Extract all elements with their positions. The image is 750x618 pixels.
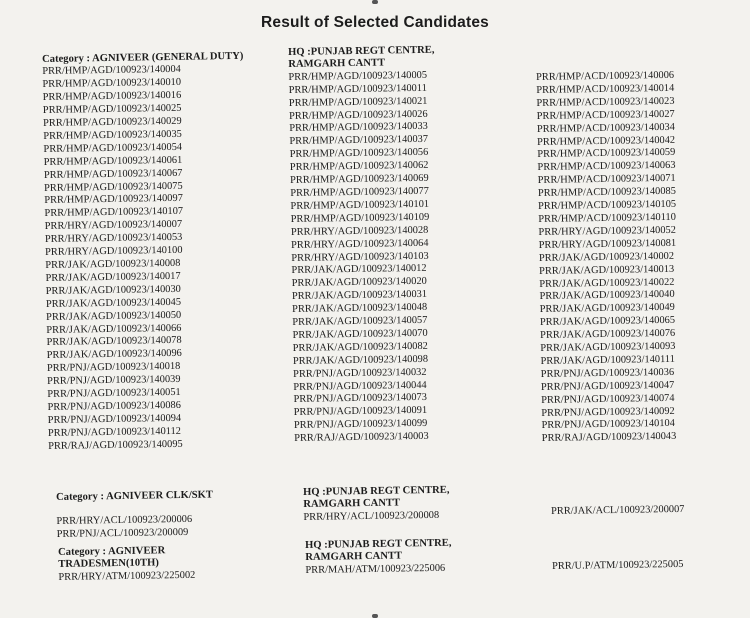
candidate-id: PRR/JAK/AGD/100923/140076 xyxy=(540,327,676,342)
candidate-id: PRR/HMP/AGD/100923/140062 xyxy=(289,159,429,174)
candidate-id: PRR/HMP/AGD/100923/140067 xyxy=(43,167,183,181)
candidate-id: PRR/HMP/AGD/100923/140004 xyxy=(42,64,181,78)
candidate-id: PRR/HRY/AGD/100923/140007 xyxy=(44,219,183,233)
gd-column-2 xyxy=(288,45,441,446)
clk-column-1 xyxy=(56,490,214,543)
candidate-id: PRR/JAK/AGD/100923/140098 xyxy=(292,353,429,367)
candidate-list xyxy=(303,510,450,525)
candidate-id: PRR/PNJ/AGD/100923/140086 xyxy=(47,399,181,413)
candidate-id: PRR/HMP/ACD/100923/140059 xyxy=(537,147,676,161)
candidate-id: PRR/JAK/AGD/100923/140012 xyxy=(291,263,427,277)
candidate-id: PRR/PNJ/AGD/100923/140092 xyxy=(541,405,675,419)
candidate-id: PRR/HMP/AGD/100923/140021 xyxy=(288,95,428,109)
candidate-id: PRR/RAJ/AGD/100923/140095 xyxy=(48,438,183,452)
trade-column-3 xyxy=(552,559,684,574)
candidate-id: PRR/JAK/AGD/100923/140008 xyxy=(45,257,181,271)
candidate-id: PRR/JAK/AGD/100923/140045 xyxy=(45,296,182,310)
candidate-id: PRR/HRY/ACL/100923/200008 xyxy=(303,509,440,523)
candidate-id: PRR/HMP/AGD/100923/140075 xyxy=(44,180,183,194)
candidate-id: PRR/JAK/AGD/100923/140020 xyxy=(291,276,427,290)
candidate-id: PRR/RAJ/AGD/100923/140043 xyxy=(541,431,677,445)
candidate-id: PRR/JAK/AGD/100923/140078 xyxy=(46,335,182,349)
page-title: Result of Selected Candidates xyxy=(260,14,490,31)
candidate-id: PRR/JAK/AGD/100923/140031 xyxy=(291,289,428,303)
candidate-id: PRR/JAK/AGD/100923/140017 xyxy=(45,270,181,284)
candidate-id: PRR/U.P/ATM/100923/225005 xyxy=(552,558,684,572)
scan-mark-top xyxy=(372,0,378,4)
candidate-id: PRR/JAK/AGD/100923/140049 xyxy=(539,302,675,316)
candidate-id: PRR/JAK/AGD/100923/140065 xyxy=(539,315,676,329)
candidate-id: PRR/HRY/AGD/100923/140081 xyxy=(538,237,677,251)
candidate-list xyxy=(552,559,684,574)
candidate-id: PRR/PNJ/ACL/100923/200009 xyxy=(56,527,189,541)
candidate-id: PRR/PNJ/AGD/100923/140104 xyxy=(541,418,676,432)
candidate-id: PRR/JAK/AGD/100923/140066 xyxy=(46,322,182,336)
candidate-id: PRR/JAK/AGD/100923/140070 xyxy=(292,327,428,341)
candidate-id: PRR/JAK/AGD/100923/140096 xyxy=(46,348,182,362)
candidate-list xyxy=(305,563,452,578)
candidate-id: PRR/HMP/ACD/100923/140014 xyxy=(536,82,675,96)
gd-column-3 xyxy=(536,70,680,446)
candidate-id: PRR/HRY/ACL/100923/200006 xyxy=(56,514,193,528)
candidate-id: PRR/HMP/ACD/100923/140063 xyxy=(537,160,676,174)
candidate-id: PRR/HMP/ACD/100923/140034 xyxy=(536,121,675,135)
candidate-id: PRR/HMP/AGD/100923/140107 xyxy=(44,206,184,220)
category-header-clk: Category : AGNIVEER CLK/SKT xyxy=(56,489,214,503)
candidate-list xyxy=(42,63,263,454)
candidate-id: PRR/PNJ/AGD/100923/140044 xyxy=(293,379,427,393)
trade-column-2 xyxy=(305,538,452,578)
candidate-id: PRR/HRY/ATM/100923/225002 xyxy=(58,569,196,583)
candidate-id: PRR/HRY/AGD/100923/140053 xyxy=(44,232,183,246)
candidate-id: PRR/HMP/ACD/100923/140006 xyxy=(536,69,675,83)
hq-header-line2: RAMGARH CANTT xyxy=(305,550,403,564)
candidate-id: PRR/PNJ/AGD/100923/140047 xyxy=(540,379,675,393)
candidate-id: PRR/JAK/AGD/100923/140050 xyxy=(46,309,182,323)
candidate-id: PRR/RAJ/AGD/100923/140003 xyxy=(294,431,429,445)
candidate-id: PRR/JAK/AGD/100923/140022 xyxy=(539,276,675,290)
candidate-id: PRR/HRY/AGD/100923/140064 xyxy=(291,237,429,251)
hq-header-line1: HQ :PUNJAB REGT CENTRE, xyxy=(288,44,435,58)
candidate-id: PRR/JAK/ACL/100923/200007 xyxy=(551,503,685,517)
candidate-id: PRR/HMP/AGD/100923/140061 xyxy=(43,154,183,168)
candidate-id: PRR/HMP/ACD/100923/140105 xyxy=(538,198,677,213)
category-header-trade-line1: Category : AGNIVEER xyxy=(58,545,166,558)
candidate-id: PRR/PNJ/AGD/100923/140073 xyxy=(293,392,427,406)
clk-column-3 xyxy=(551,504,685,519)
candidate-id: PRR/PNJ/AGD/100923/140091 xyxy=(293,405,428,419)
candidate-list xyxy=(536,70,680,446)
candidate-id: PRR/HMP/AGD/100923/140026 xyxy=(288,108,428,122)
hq-header-line2: RAMGARH CANTT xyxy=(303,497,401,511)
candidate-id: PRR/HMP/AGD/100923/140037 xyxy=(289,134,429,148)
candidate-id: PRR/HMP/AGD/100923/140056 xyxy=(289,147,429,161)
candidate-list xyxy=(56,514,213,542)
category-header-gd: Category : AGNIVEER (GENERAL DUTY) xyxy=(42,50,244,65)
candidate-id: PRR/JAK/AGD/100923/140040 xyxy=(539,289,675,303)
candidate-id: PRR/HMP/ACD/100923/140023 xyxy=(536,95,675,109)
candidate-id: PRR/PNJ/AGD/100923/140074 xyxy=(541,392,675,406)
candidate-id: PRR/HMP/AGD/100923/140033 xyxy=(289,121,428,135)
candidate-id: PRR/HMP/AGD/100923/140029 xyxy=(43,115,182,130)
candidate-id: PRR/MAH/ATM/100923/225006 xyxy=(305,562,446,576)
candidate-id: PRR/HMP/AGD/100923/140097 xyxy=(44,193,183,207)
candidate-list xyxy=(288,70,440,447)
candidate-id: PRR/HRY/AGD/100923/140100 xyxy=(45,244,183,259)
candidate-id: PRR/HRY/AGD/100923/140028 xyxy=(290,224,429,238)
candidate-id: PRR/HMP/AGD/100923/140025 xyxy=(42,102,182,117)
candidate-id: PRR/JAK/AGD/100923/140013 xyxy=(539,263,675,277)
clk-column-2 xyxy=(303,485,450,525)
candidate-id: PRR/PNJ/AGD/100923/140099 xyxy=(293,418,428,432)
candidate-id: PRR/PNJ/AGD/100923/140039 xyxy=(47,374,181,388)
trade-column-1 xyxy=(58,545,195,585)
candidate-id: PRR/PNJ/AGD/100923/140094 xyxy=(47,412,182,426)
hq-header-line1: HQ :PUNJAB REGT CENTRE, xyxy=(303,484,450,498)
candidate-id: PRR/JAK/AGD/100923/140030 xyxy=(45,283,181,297)
candidate-id: PRR/JAK/AGD/100923/140093 xyxy=(540,340,676,354)
candidate-id: PRR/HMP/AGD/100923/140005 xyxy=(288,69,428,83)
candidate-id: PRR/PNJ/AGD/100923/140018 xyxy=(46,361,181,375)
candidate-id: PRR/HMP/AGD/100923/140016 xyxy=(42,90,182,104)
hq-header-line2: RAMGARH CANTT xyxy=(288,57,386,71)
candidate-id: PRR/HMP/ACD/100923/140085 xyxy=(537,185,676,200)
candidate-id: PRR/HMP/AGD/100923/140011 xyxy=(288,82,427,96)
candidate-id: PRR/JAK/AGD/100923/140082 xyxy=(292,340,428,354)
candidate-id: PRR/JAK/AGD/100923/140048 xyxy=(292,301,428,316)
candidate-id: PRR/PNJ/AGD/100923/140051 xyxy=(47,386,181,401)
candidate-id: PRR/HMP/ACD/100923/140071 xyxy=(537,173,676,187)
hq-header-line1: HQ :PUNJAB REGT CENTRE, xyxy=(305,537,452,551)
candidate-id: PRR/PNJ/AGD/100923/140112 xyxy=(47,425,182,439)
gd-column-1 xyxy=(42,51,263,454)
candidate-id: PRR/HMP/AGD/100923/140069 xyxy=(290,172,429,187)
candidate-id: PRR/HRY/AGD/100923/140052 xyxy=(538,224,677,238)
candidate-id: PRR/JAK/AGD/100923/140002 xyxy=(538,250,675,264)
candidate-list xyxy=(551,504,685,519)
scan-mark-bottom xyxy=(372,614,378,618)
category-header-trade-line2: TRADESMEN(10TH) xyxy=(58,557,160,571)
candidate-id: PRR/HMP/ACD/100923/140027 xyxy=(536,108,675,122)
candidate-id: PRR/JAK/AGD/100923/140111 xyxy=(540,353,675,367)
candidate-list xyxy=(58,570,195,585)
candidate-id: PRR/HMP/AGD/100923/140109 xyxy=(290,211,430,225)
candidate-id: PRR/HMP/AGD/100923/140101 xyxy=(290,198,430,212)
candidate-id: PRR/PNJ/AGD/100923/140036 xyxy=(540,366,675,380)
candidate-id: PRR/HMP/AGD/100923/140010 xyxy=(42,77,182,91)
candidate-id: PRR/HMP/ACD/100923/140042 xyxy=(537,134,676,148)
candidate-id: PRR/HMP/ACD/100923/140110 xyxy=(538,211,676,225)
candidate-id: PRR/HMP/AGD/100923/140077 xyxy=(290,185,429,199)
candidate-id: PRR/HMP/AGD/100923/140035 xyxy=(43,128,182,142)
candidate-id: PRR/PNJ/AGD/100923/140032 xyxy=(293,366,427,380)
candidate-id: PRR/JAK/AGD/100923/140057 xyxy=(292,314,428,328)
candidate-id: PRR/HMP/AGD/100923/140054 xyxy=(43,141,183,155)
candidate-id: PRR/HRY/AGD/100923/140103 xyxy=(291,250,429,264)
